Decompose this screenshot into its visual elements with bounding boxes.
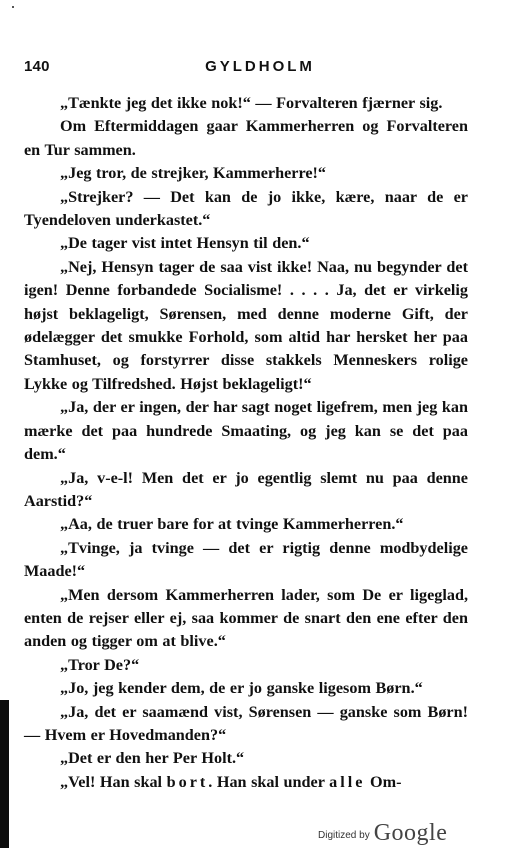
paragraph: „Det er den her Per Holt.“	[60, 749, 245, 768]
digitized-prefix: Digitized by	[318, 830, 370, 841]
paragraph: Om Eftermiddagen gaar Kammerherren og Forvalteren en Tur sammen.	[24, 117, 468, 159]
paragraph: „Ja, det er saamænd vist, Sørensen — ganske som Børn! — Hvem er Hovedmanden?“	[24, 702, 468, 744]
scan-edge-shadow	[0, 700, 9, 848]
paragraph: „De tager vist intet Hensyn til den.“	[60, 234, 310, 253]
paragraph: „Strejker? — Det kan de jo ikke, kære, naar de er Tyendeloven underkastet.“	[24, 187, 468, 230]
digitized-watermark	[318, 820, 447, 847]
paragraph: „Aa, de truer bare for at tvinge Kammerherren.“	[60, 515, 404, 534]
body-text	[24, 92, 468, 794]
paragraph: „Jo, jeg kender dem, de er jo ganske ligesom Børn.“	[60, 679, 423, 698]
paragraph-text: „Vel! Han skal	[60, 772, 167, 791]
running-title: GYLDHOLM	[205, 58, 315, 75]
paragraph-text: . Han skal under	[208, 772, 330, 791]
paragraph: „Men dersom Kammerherren lader, som De er ligeglad, enten de rejser eller ej, saa kommer de snart den ene efter den anden og tigger om at blive.“	[24, 585, 468, 651]
page-number: 140	[24, 58, 50, 75]
paragraph: „Ja, der er ingen, der har sagt noget ligefrem, men jeg kan mærke det paa hundrede Smaating, og jeg kan se det paa dem.“	[24, 398, 468, 464]
paragraph: „Jeg tror, de strejker, Kammerherre!“	[60, 164, 327, 183]
paragraph: „Nej, Hensyn tager de saa vist ikke! Naa, nu begynder det igen! Denne forbandede Socialisme! . . . . Ja, det er virkelig højst beklageligt, Sørensen, med denne moderne Gift, der ødelægger det smukke Forhold, som altid har hersket her paa Stamhuset, og forstyrrer disse stakkels Menneskers rolige Lykke og Tilfredshed. Højst beklageligt!“	[24, 257, 468, 393]
paragraph: „Tror De?“	[60, 655, 140, 674]
paragraph-text: Om-	[365, 772, 402, 791]
paragraph: „Tænkte jeg det ikke nok!“ — Forvalteren fjærner sig.	[60, 94, 443, 112]
emphasis-text: bort	[166, 772, 209, 791]
last-paragraph	[24, 771, 468, 794]
paragraph: „Tvinge, ja tvinge — det er rigtig denne modbydelige Maade!“	[24, 538, 468, 581]
scan-speck	[12, 6, 14, 8]
paragraph: „Ja, v-e-l! Men det er jo egentlig slemt nu paa denne Aarstid?“	[24, 468, 468, 510]
google-logo: Google	[373, 820, 448, 846]
emphasis-text: alle	[329, 772, 366, 791]
